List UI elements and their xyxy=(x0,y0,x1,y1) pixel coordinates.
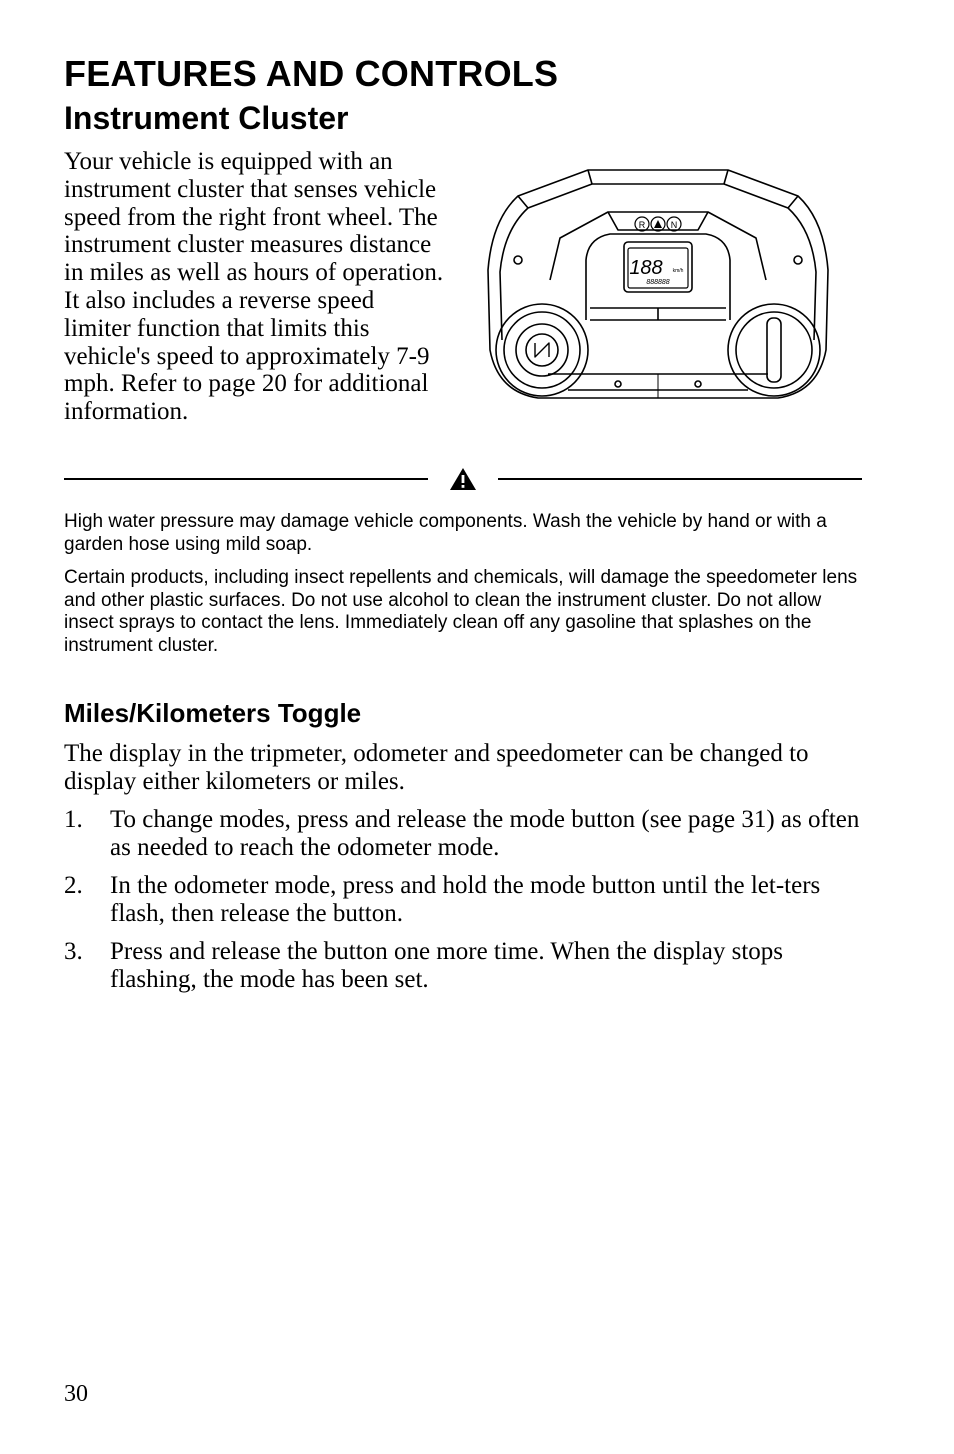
toggle-section-intro: The display in the tripmeter, odometer and speedometer can be changed to display either kilometers or miles. xyxy=(64,740,809,795)
warning-rule-right xyxy=(498,478,862,480)
lcd-speed-unit: km/h xyxy=(672,268,684,274)
instrument-cluster-figure xyxy=(478,160,838,408)
step-number: 2. xyxy=(64,872,83,899)
indicator-lamps xyxy=(635,217,681,231)
section-heading: Instrument Cluster xyxy=(64,100,349,136)
warning-triangle-icon xyxy=(448,466,478,492)
neutral-indicator: N xyxy=(670,220,678,230)
list-item xyxy=(64,872,864,928)
warning-paragraph: High water pressure may damage vehicle components. Wash the vehicle by hand or with a garden hose using mild soap. xyxy=(64,511,827,555)
warning-paragraph: Certain products, including insect repellents and chemicals, will damage the speedometer lens and other plastic surfaces. Do not use alcohol to clean the instrument cluster. Do not allow insect sprays to contact the lens. Immediately clean off any gasoline that splashes on the instrument cluster. xyxy=(64,567,858,656)
list-item xyxy=(64,938,864,994)
alert-lamp-icon xyxy=(654,220,662,228)
instrument-cluster-illustration xyxy=(478,160,838,408)
warning-rule-left xyxy=(64,478,428,480)
lcd-odometer: 888888 xyxy=(646,279,670,286)
list-item xyxy=(64,806,864,862)
intro-paragraph: Your vehicle is equipped with an instrument cluster that senses vehicle speed from the right front wheel. The instrument cluster measures distance in miles as well as hours of operation. It also includes a reverse speed limiter function that limits this vehicle's speed to approximately 7-9 mph. Refer to page 20 for additional information. xyxy=(64,148,444,426)
page-heading: FEATURES AND CONTROLS xyxy=(64,53,559,94)
steps-list xyxy=(64,806,864,1004)
step-text: In the odometer mode, press and hold the mode button until the let-ters flash, then release the button. xyxy=(110,872,821,927)
lcd-speed-digits: 188 xyxy=(629,257,663,279)
step-number: 1. xyxy=(64,806,83,833)
step-text: Press and release the button one more time. When the display stops flashing, the mode has been set. xyxy=(110,938,783,993)
toggle-section-heading: Miles/Kilometers Toggle xyxy=(64,698,362,728)
page-number: 30 xyxy=(64,1381,88,1407)
step-text: To change modes, press and release the mode button (see page 31) as often as needed to reach the odometer mode. xyxy=(110,806,860,861)
reverse-indicator: R xyxy=(638,220,646,230)
step-number: 3. xyxy=(64,938,83,965)
